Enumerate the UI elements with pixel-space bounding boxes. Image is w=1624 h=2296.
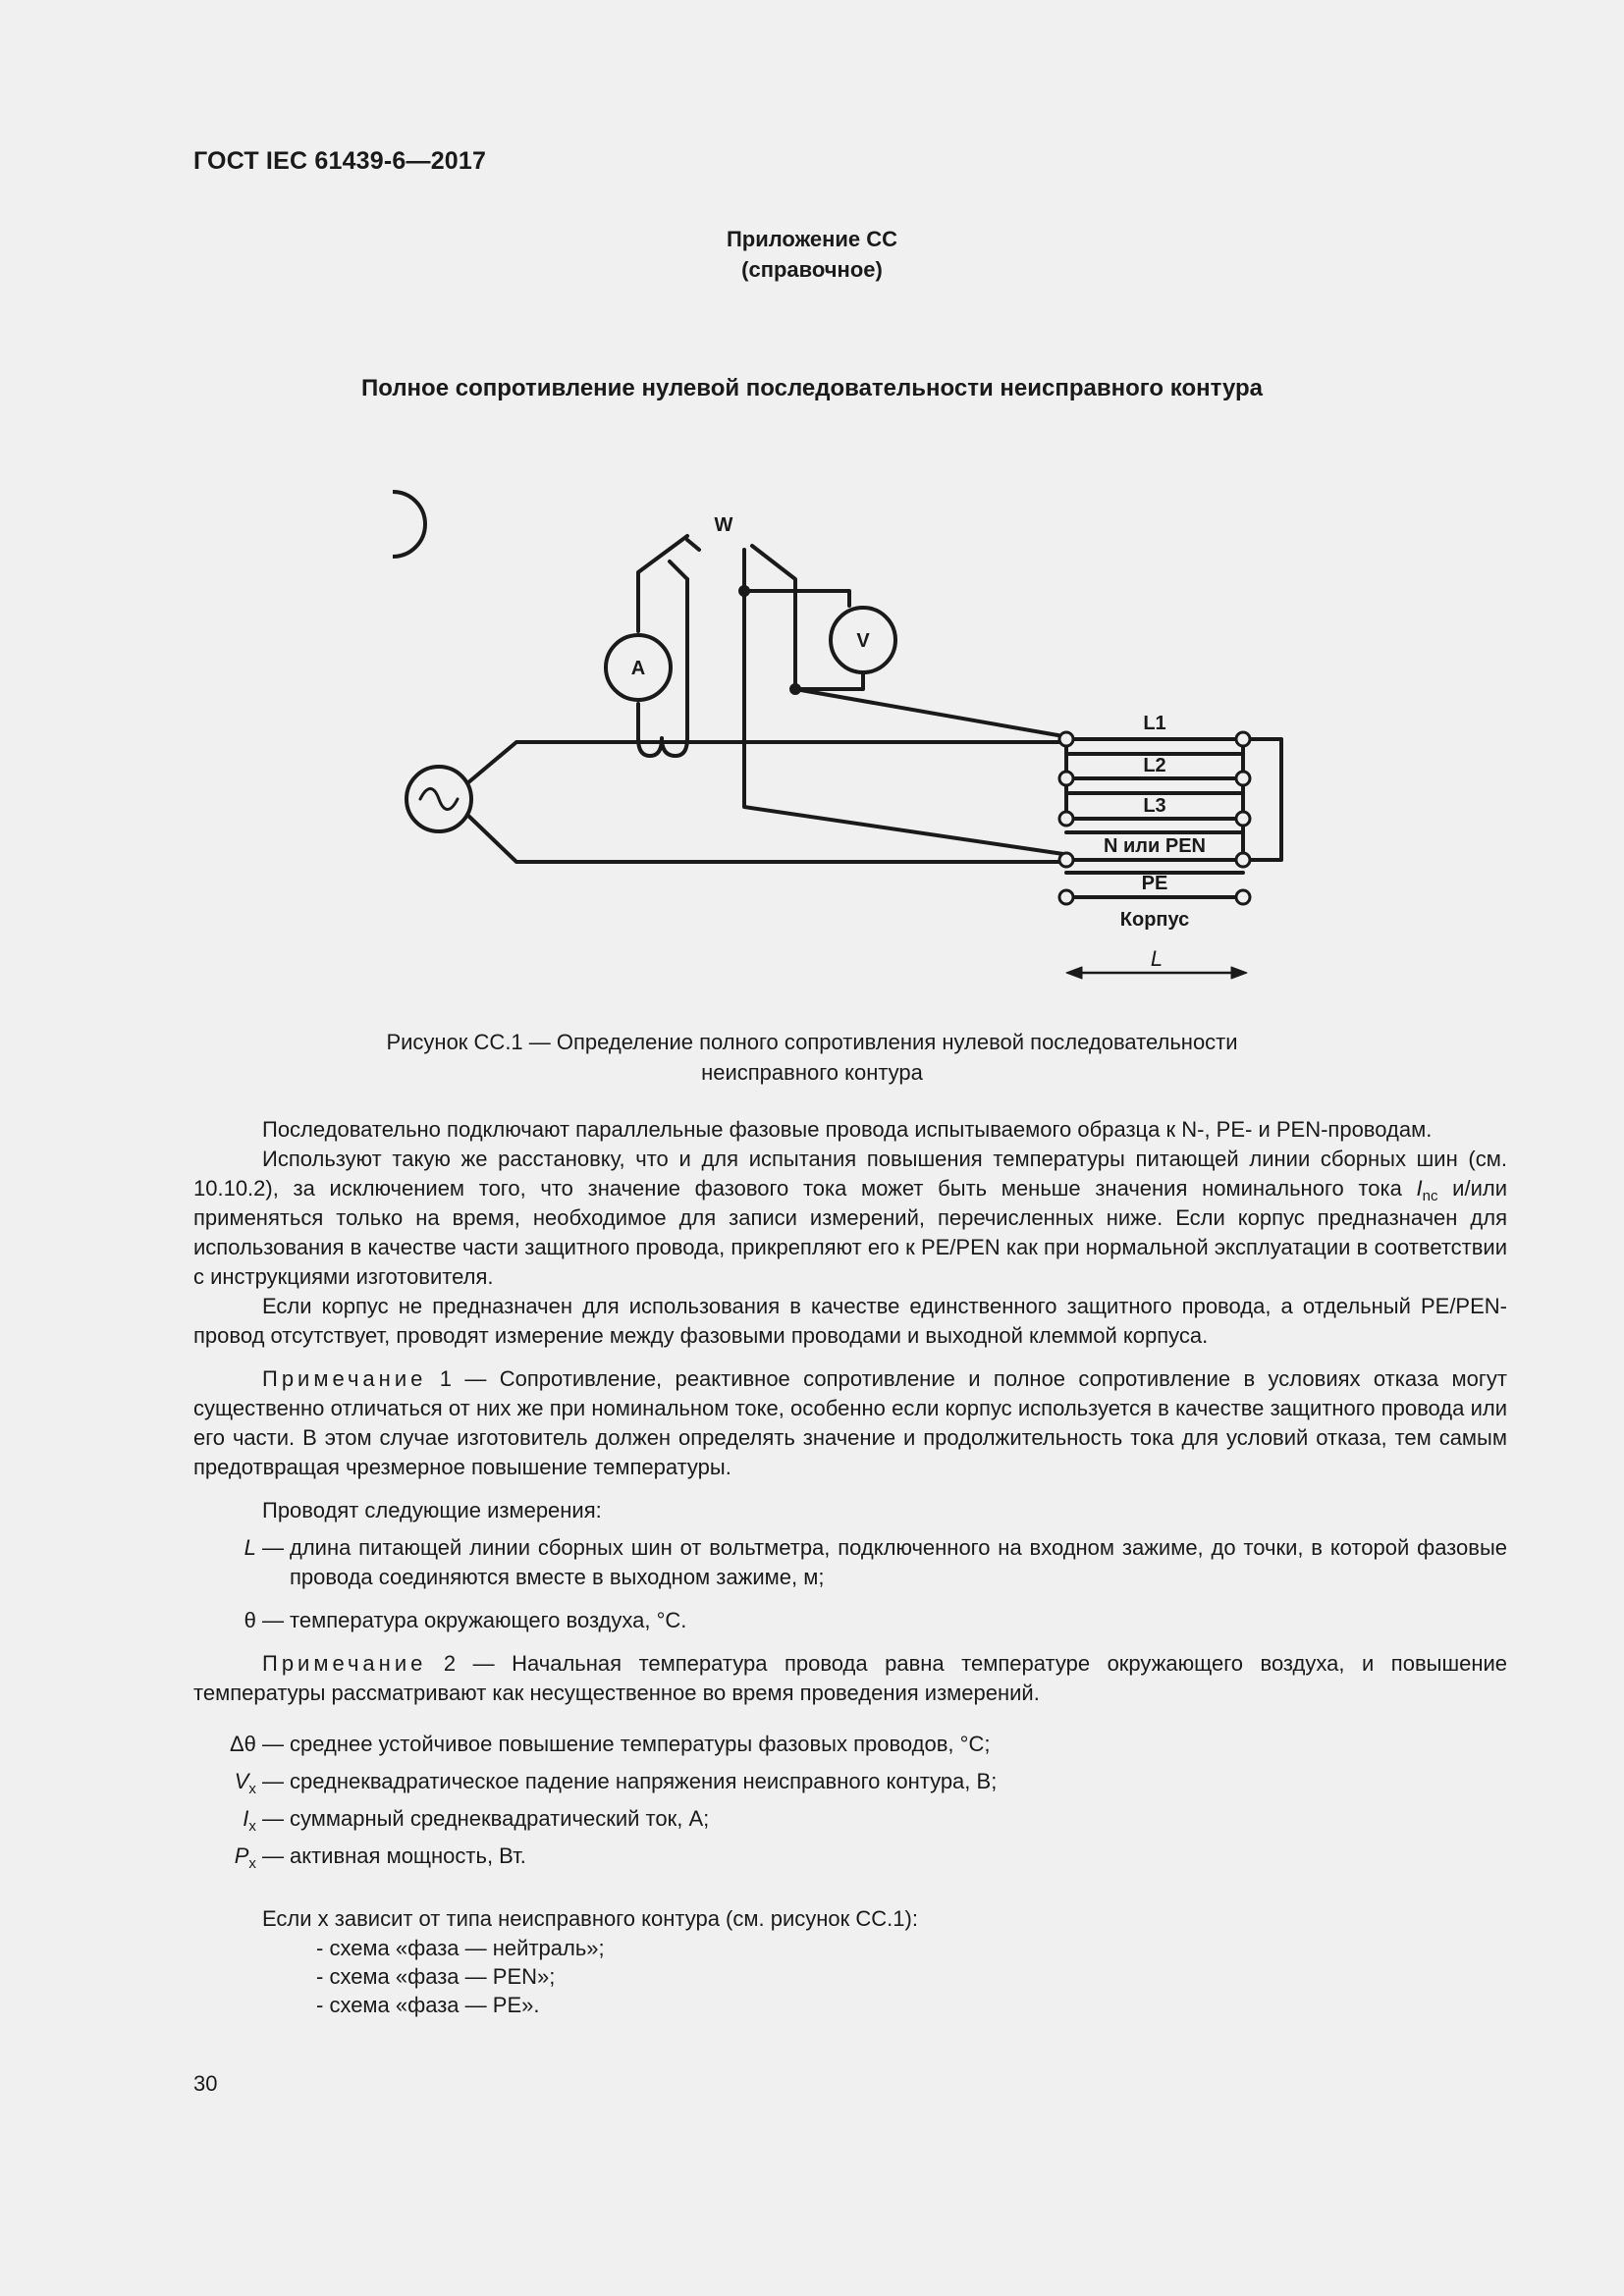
definition-l-symbol: L —	[244, 1535, 284, 1560]
list-item: - схема «фаза — нейтраль»;	[316, 1936, 605, 1960]
caption-line-1: Рисунок СС.1 — Определение полного сопротивления нулевой последовательности	[386, 1030, 1238, 1054]
definition-ix-symbol: $I_x$ —	[243, 1806, 284, 1835]
wattmeter-symbol	[393, 492, 425, 557]
definition-dtheta	[193, 1730, 1507, 1759]
x-intro: Если х зависит от типа неисправного контура (см. рисунок СС.1):	[262, 1906, 918, 1931]
conductor-label-l1: L1	[1143, 713, 1166, 734]
definition-dtheta-text: среднее устойчивое повышение температуры фазовых проводов, °С;	[290, 1732, 991, 1756]
paragraph-2-end: и/или применяться только на время, необходимое для записи измерений, перечисленных ниже. Если корпус предназначен для использования в качестве части защитного провода, прикрепляют его к PE/PEN как при нормальной эксплуатации в соответствии с инструкциями изготовителя.	[193, 1176, 1507, 1289]
note-2-label: Примечание	[262, 1651, 427, 1676]
note-2	[193, 1649, 1507, 1708]
definition-px-symbol: $P_x$ —	[234, 1843, 284, 1872]
wattmeter-label: W	[714, 514, 733, 536]
body-text	[193, 1115, 1507, 2019]
terminal-l-4	[1059, 853, 1073, 867]
note-1-label: Примечание	[262, 1366, 427, 1391]
current-symbol: I	[1416, 1176, 1423, 1201]
definition-vx-symbol: $V_x$ —	[234, 1769, 284, 1797]
ammeter-label: A	[630, 658, 646, 679]
terminal-l-2	[1059, 772, 1073, 785]
voltmeter-label: V	[856, 630, 870, 652]
definition-vx	[193, 1767, 1507, 1796]
ct-to-wattmeter	[670, 561, 687, 579]
conductor-label-l2: L2	[1143, 755, 1166, 776]
terminal-l-5	[1059, 890, 1073, 904]
conductor-label-pe: PE	[1141, 873, 1168, 894]
paragraph-2-start: Используют такую же расстановку, что и для испытания повышения температуры питающей линии сборных шин (см. 10.10.2), за исключением того, что значение фазового тока может быть меньше значения номинального тока	[193, 1147, 1507, 1201]
note-2-text: 2 — Начальная температура провода равна температуре окружающего воздуха, и повышение температуры рассматривают как несущественное во время проведения измерений.	[193, 1651, 1507, 1705]
measurements-intro: Проводят следующие измерения:	[262, 1498, 602, 1522]
note-1	[193, 1364, 1507, 1482]
voltmeter-to-l1	[795, 689, 1063, 736]
list-item: - схема «фаза — PEN»;	[316, 1964, 556, 1989]
ammeter-top-wire	[638, 536, 687, 631]
terminal-r-5	[1236, 890, 1250, 904]
wattmeter-right-lead	[752, 546, 809, 689]
conductor-label-n-pen: N или PEN	[1104, 835, 1206, 857]
definition-l	[193, 1533, 1507, 1592]
x-list	[193, 1934, 1507, 2019]
annex-status: (справочное)	[741, 257, 883, 282]
wattmeter-voltage-lead	[744, 550, 1063, 854]
length-label: L	[1150, 946, 1164, 971]
definition-l-text: длина питающей линии сборных шин от вольтметра, подключенного на входном зажиме, до точки, в которой фазовые провода соединяются вместе в выходном зажиме, м;	[290, 1535, 1507, 1589]
note-1-text: 1 — Сопротивление, реактивное сопротивление и полное сопротивление в условиях отказа могут существенно отличаться от них же при номинальном токе, особенно если корпус используется в качестве защитного провода или его части. В этом случае изготовитель должен определять значение и продолжительность тока для условий отказа, тем самым предотвращая чрезмерное повышение температуры.	[193, 1366, 1507, 1479]
terminal-l-1	[1059, 732, 1073, 746]
figure-caption	[0, 1027, 1624, 1088]
terminal-r-2	[1236, 772, 1250, 785]
conductor-label-l3: L3	[1143, 795, 1166, 817]
definition-px	[193, 1842, 1507, 1871]
outlet-short	[1243, 739, 1281, 860]
terminal-l-3	[1059, 812, 1073, 826]
terminal-r-4	[1236, 853, 1250, 867]
definition-ix	[193, 1804, 1507, 1834]
list-item: - схема «фаза — PE».	[316, 1993, 540, 2017]
terminal-r-3	[1236, 812, 1250, 826]
current-subscript: nc	[1422, 1188, 1438, 1204]
conductor-label-body: Корпус	[1119, 909, 1190, 931]
circuit-diagram	[393, 481, 1316, 991]
definition-ix-text: суммарный среднеквадратический ток, А;	[290, 1806, 710, 1831]
section-title: Полное сопротивление нулевой последовательности неисправного контура	[361, 375, 1263, 401]
paragraph-3: Если корпус не предназначен для использования в качестве единственного защитного провода, а отдельный PE/PEN-провод отсутствует, проводят измерение между фазовыми проводами и выходной клеммой корпуса.	[193, 1294, 1507, 1348]
paragraph-2	[193, 1145, 1507, 1292]
annex-heading	[0, 224, 1624, 285]
definition-theta-text: температура окружающего воздуха, °С.	[290, 1608, 687, 1632]
page-number: 30	[193, 2071, 218, 2096]
definition-px-text: активная мощность, Вт.	[290, 1843, 526, 1868]
wattmeter-left-lead	[687, 540, 699, 550]
length-arrow-left-head	[1066, 967, 1082, 979]
definition-dtheta-symbol: Δθ —	[229, 1732, 284, 1756]
source-lower-lead	[467, 815, 1063, 862]
annex-title: Приложение СС	[726, 227, 898, 251]
document-id: ГОСТ IEC 61439-6—2017	[193, 147, 487, 175]
definition-vx-text: среднеквадратическое падение напряжения неисправного контура, В;	[290, 1769, 998, 1793]
paragraph-1: Последовательно подключают параллельные фазовые провода испытываемого образца к N-, PE- и PEN-проводам.	[262, 1117, 1433, 1142]
length-arrow-right-head	[1231, 967, 1247, 979]
definition-theta	[193, 1606, 1507, 1635]
definition-theta-symbol: θ —	[244, 1608, 284, 1632]
voltmeter-bottom-wire	[795, 672, 863, 689]
caption-line-2: неисправного контура	[701, 1060, 923, 1085]
source-upper-lead	[467, 742, 1063, 783]
terminal-r-1	[1236, 732, 1250, 746]
